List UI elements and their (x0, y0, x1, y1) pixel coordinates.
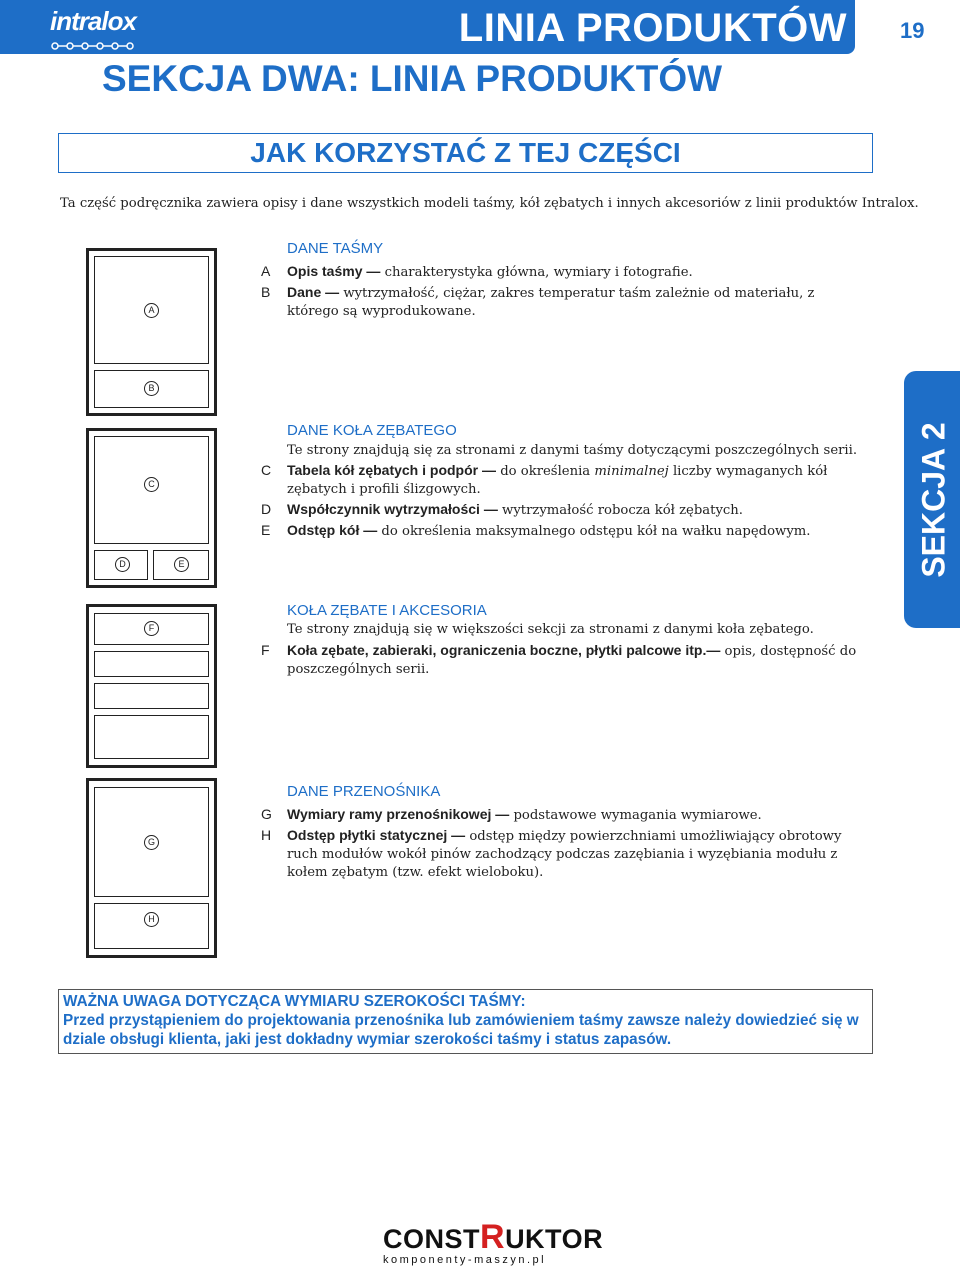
sprocket-subtitle: Te strony znajdują się za stronami z danymi taśmy dotyczącymi poszczególnych serii. (287, 443, 858, 458)
note-text: Przed przystąpieniem do projektowania przenośnika lub zamówieniem taśmy zawsze należy dowiedzieć się w dziale obsługi klienta, jaki jest dokładny wymiar szerokości taśmy i status zapasów. (63, 1012, 859, 1048)
page-number: 19 (900, 18, 925, 43)
sprocket-item-d-term: Współczynnik wytrzymałości — (287, 501, 498, 517)
accessories-title: KOŁA ZĘBATE I AKCESORIA (287, 602, 487, 619)
letter-c: C (261, 462, 272, 478)
label-g: G (144, 835, 159, 850)
sprocket-item-e-term: Odstęp kół — (287, 522, 378, 538)
footer-brand-r: R (480, 1218, 506, 1256)
letter-g: G (261, 806, 272, 822)
conveyor-item-g-term: Wymiary ramy przenośnikowej — (287, 806, 510, 822)
how-to-title: JAK KORZYSTAĆ Z TEJ CZĘŚCI (250, 137, 681, 168)
intro-text: Ta część podręcznika zawiera opisy i dane wszystkich modeli taśmy, kół zębatych i innych akcesoriów z linii produktów Intralox. (60, 196, 919, 211)
diagram-panel-b (94, 370, 209, 408)
accessories-item-f-text: opis, dostępność do poszczególnych serii. (287, 644, 857, 677)
sprocket-item-c-text1: do określenia (496, 464, 595, 479)
intralox-logo (50, 6, 145, 50)
belt-item-a-term: Opis taśmy — (287, 263, 381, 279)
conveyor-item-h (287, 826, 867, 882)
diagram-accessories (86, 604, 217, 768)
diagram-panel-f (94, 613, 209, 645)
accessories-subtitle: Te strony znajdują się w większości sekcji za stronami z danymi koła zębatego. (287, 622, 814, 637)
label-h: H (144, 912, 159, 927)
header-title: LINIA PRODUKTÓW (458, 6, 847, 50)
important-note-box (58, 989, 873, 1054)
diagram-sprocket-data (86, 428, 217, 588)
label-b: B (144, 381, 159, 396)
letter-a: A (261, 263, 271, 279)
diagram-belt-data (86, 248, 217, 416)
belt-item-b-term: Dane — (287, 284, 340, 300)
accessories-item-f (287, 641, 867, 679)
logo-text: intralox (50, 6, 136, 36)
diagram-panel-g (94, 787, 209, 897)
belt-item-b (287, 283, 867, 321)
footer-subtitle: komponenty-maszyn.pl (383, 1254, 547, 1266)
label-f: F (144, 621, 159, 636)
letter-h: H (261, 827, 272, 843)
footer-brand (383, 1218, 604, 1256)
footer-brand-right: UKTOR (505, 1224, 604, 1254)
section-side-tab (904, 371, 960, 628)
letter-f: F (261, 642, 270, 658)
section-title: SEKCJA DWA: LINIA PRODUKTÓW (102, 58, 723, 99)
belt-item-a-text: charakterystyka główna, wymiary i fotografie. (380, 265, 693, 280)
sprocket-item-c-term: Tabela kół zębatych i podpór — (287, 462, 496, 478)
sprocket-item-d (287, 500, 867, 520)
conveyor-data-title: DANE PRZENOŚNIKA (287, 783, 441, 800)
sprocket-data-title: DANE KOŁA ZĘBATEGO (287, 422, 457, 439)
sprocket-item-c-text2: liczby wymaganych kół zębatych i profili ślizgowych. (287, 464, 828, 497)
diagram-conveyor-data (86, 778, 217, 958)
diagram-panel-f2 (94, 651, 209, 677)
conveyor-item-h-term: Odstęp płytki statycznej — (287, 827, 466, 843)
belt-item-b-text: wytrzymałość, ciężar, zakres temperatur taśm zależnie od materiału, z którego są wyprodukowane. (287, 286, 815, 319)
conveyor-item-g (287, 805, 867, 825)
sprocket-item-c (287, 461, 867, 499)
diagram-panel-c (94, 436, 209, 544)
note-title: WAŻNA UWAGA DOTYCZĄCA WYMIARU SZEROKOŚCI TAŚMY: (63, 993, 526, 1010)
sprocket-item-e-text: do określenia maksymalnego odstępu kół na wałku napędowym. (377, 524, 811, 539)
letter-d: D (261, 501, 272, 517)
diagram-panel-d (94, 550, 148, 580)
diagram-panel-h (94, 903, 209, 949)
label-e: E (174, 557, 189, 572)
diagram-panel-f4 (94, 715, 209, 759)
letter-b: B (261, 284, 271, 300)
sprocket-item-d-text: wytrzymałość robocza kół zębatych. (497, 503, 743, 518)
label-a: A (144, 303, 159, 318)
diagram-panel-f3 (94, 683, 209, 709)
diagram-panel-a (94, 256, 209, 364)
header-bar (0, 0, 855, 54)
constructor-logo (383, 1218, 604, 1266)
sprocket-item-e (287, 521, 867, 541)
label-d: D (115, 557, 130, 572)
side-tab-label: SEKCJA 2 (915, 421, 952, 578)
conveyor-item-g-text: podstawowe wymagania wymiarowe. (509, 808, 762, 823)
belt-item-a (287, 262, 867, 282)
accessories-item-f-term: Koła zębate, zabieraki, ograniczenia boczne, płytki palcowe itp.— (287, 642, 721, 658)
how-to-box (58, 133, 873, 173)
label-c: C (144, 477, 159, 492)
belt-data-title: DANE TAŚMY (287, 240, 384, 257)
letter-e: E (261, 522, 271, 538)
logo-chain-icon (50, 40, 140, 52)
diagram-panel-e (153, 550, 209, 580)
sprocket-item-c-italic: minimalnej (594, 464, 669, 479)
conveyor-item-h-text: odstęp między powierzchniami umożliwiający obrotowy ruch modułów wokół pinów zachodzący podczas zazębiania i wyzębiania modułu z kołem zębatym (tzw. efekt wieloboku). (287, 829, 842, 880)
footer-brand-left: CONST (383, 1224, 480, 1254)
